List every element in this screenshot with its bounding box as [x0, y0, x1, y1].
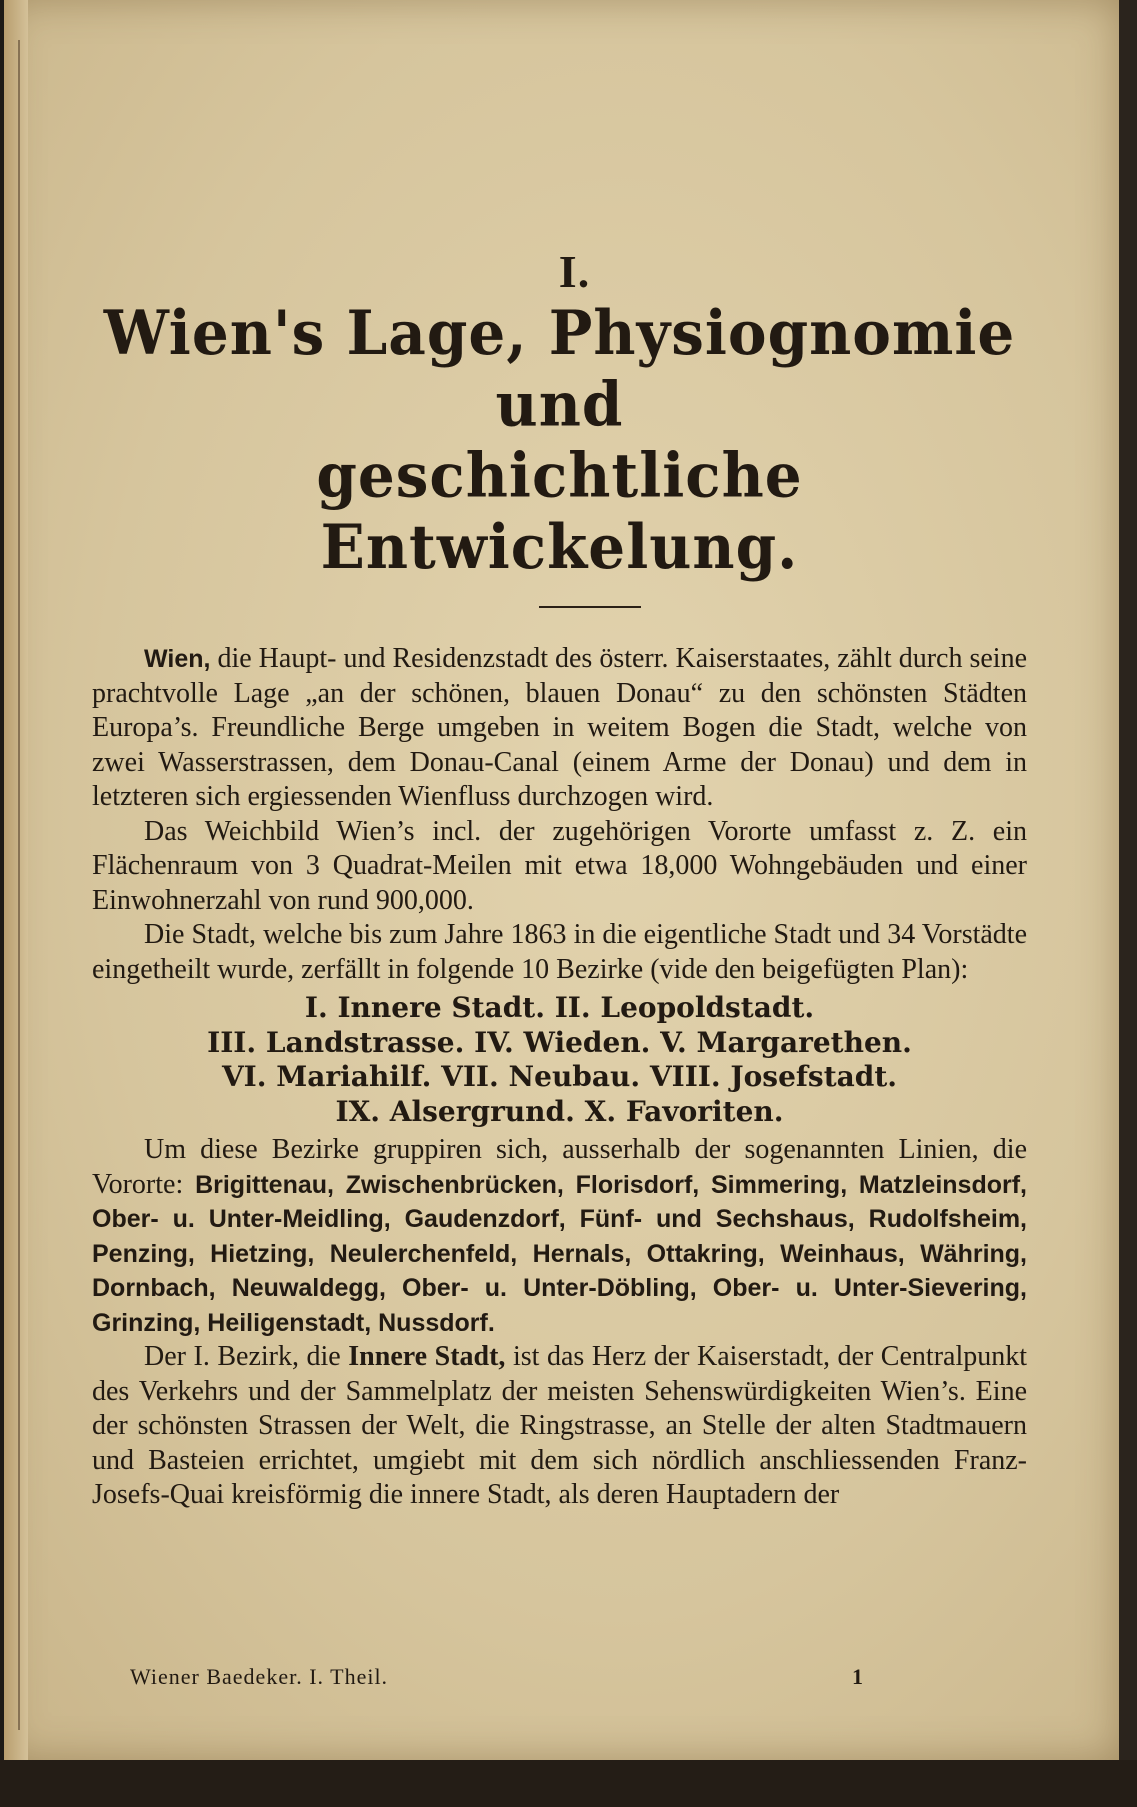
district-line-2: III. Landstrasse. IV. Wieden. V. Margarethen.	[207, 1025, 912, 1059]
footer-sheet-number: 1	[852, 1664, 864, 1689]
district-line-3: VI. Mariahilf. VII. Neubau. VIII. Josefstadt.	[221, 1060, 898, 1093]
vororte-list: Brigittenau, Zwischenbrücken, Florisdorf, Simmering, Matzleinsdorf, Ober- u. Unter-Meidling, Gaudenzdorf, Fünf- und Sechshaus, Rudolfsheim, Penzing, Hietzing, Neulerchenfeld, Hernals, Ottakring, Weinhaus, Währing, Dornbach, Neuwaldegg, Ober- u. Unter-Döbling, Ober- u. Unter-Sievering, Grinzing, Heiligenstadt, Nussdorf.	[92, 1170, 1027, 1337]
paragraph-2: Das Weichbild Wien’s incl. der zugehörigen Vororte umfasst z. Z. ein Flächenraum von 3 Quadrat-Meilen mit etwa 18,000 Wohngebäuden und einer Einwohnerzahl von rund 900,000.	[92, 815, 1027, 916]
title-divider	[539, 606, 641, 608]
lead-word-wien: Wien,	[144, 645, 211, 673]
page-content	[92, 245, 1027, 1513]
district-line-1: I. Innere Stadt. II. Leopoldstadt.	[304, 991, 815, 1024]
chapter-title-line-2: geschichtliche Entwickelung.	[316, 440, 803, 583]
page-gutter	[4, 0, 28, 1760]
gutter-shadow-line	[18, 40, 20, 1730]
paragraph-1-text: die Haupt- und Residenzstadt des österr. Kaiserstaates, zählt durch seine prachtvolle Lage „an der schönen, blauen Donau“ zu den schönsten Städten Europa’s. Freundliche Berge umgeben in weitem Bogen die Stadt, welche von zwei Wasserstrassen, dem Donau-Canal (einem Arme der Donau) und dem in letzteren sich ergiessenden Wienfluss durchzogen wird.	[92, 643, 1027, 812]
paragraph-4	[92, 1133, 1027, 1340]
innere-stadt-bold: Innere Stadt,	[348, 1341, 506, 1372]
paragraph-5-start: Der I. Bezirk, die	[144, 1341, 349, 1372]
paragraph-4-text: Um diese Bezirke gruppiren sich, ausserhalb der sogenannten Linien, die Vororte:	[92, 1134, 1027, 1200]
paragraph-3: Die Stadt, welche bis zum Jahre 1863 in die eigentliche Stadt und 34 Vorstädte eingetheilt wurde, zerfällt in folgende 10 Bezirke (vide den beigefügten Plan):	[92, 919, 1027, 985]
paragraph-5	[92, 1340, 1027, 1513]
paragraph-1	[92, 642, 1027, 815]
chapter-title-line-1: Wien's Lage, Physiognomie und	[103, 297, 1016, 440]
chapter-number: I.	[558, 246, 591, 297]
right-scan-edge	[1119, 0, 1137, 1807]
footer-signature: Wiener Baedeker. I. Theil.	[130, 1664, 389, 1689]
chapter-title	[92, 297, 1027, 583]
paragraph-5-text: ist das Herz der Kaiserstadt, der Centralpunkt des Verkehrs und der Sammelplatz der meisten Sehenswürdigkeiten Wien’s. Eine der schönsten Strassen der Welt, die Ringstrasse, an Stelle der alten Stadtmauern und Basteien errichtet, umgiebt mit dem sich nördlich anschliessenden Franz-Josefs-Quai kreisförmig die innere Stadt, als deren Hauptadern der	[92, 1341, 1028, 1510]
district-line-4: IX. Alsergrund. X. Favoriten.	[335, 1094, 784, 1128]
district-list	[92, 991, 1027, 1129]
bottom-scan-edge	[0, 1760, 1137, 1807]
